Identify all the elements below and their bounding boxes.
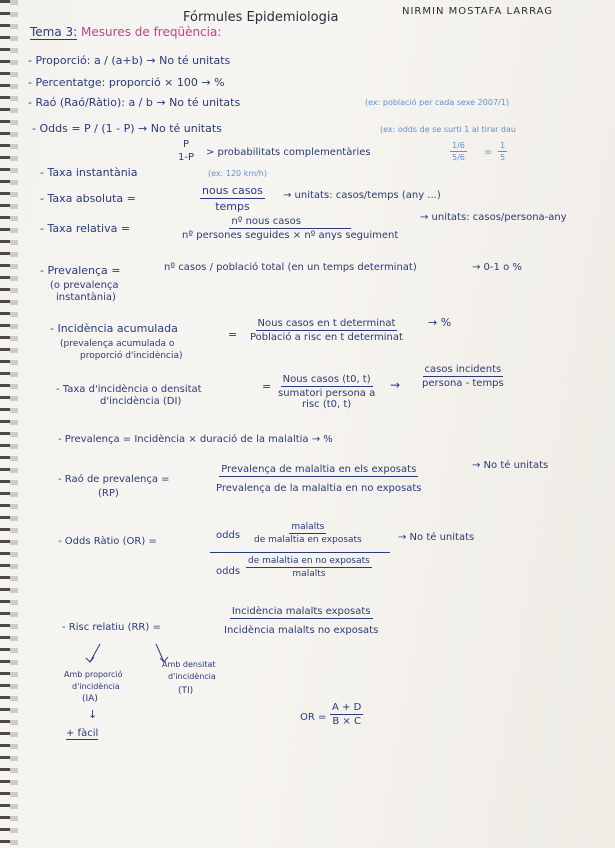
taxa-rel-units: → unitats: casos/persona-any [420,212,567,223]
or-num-frac-den: de malaltia en exposats [254,535,362,545]
prevalenca-label: - Prevalença = [40,264,121,277]
taxa-abs-num: nous casos [202,184,263,197]
taxa-inst-note: (ex: 120 km/h) [208,169,267,178]
binding-holes [10,0,18,848]
or-den-fraction [246,556,372,579]
topic-prefix: Tema 3: [30,25,78,39]
branch-left-2: d'incidència [72,682,120,691]
ia-sub2: proporció d'incidència) [80,351,183,361]
or-num-frac-num: malalts [291,522,325,532]
odds-complementary: > probabilitats complementàries [206,147,371,158]
di-arrow: → [390,378,401,392]
taxa-relativa-fraction [180,216,400,241]
odds-note: (ex: odds de se surti 1 al tirar dau [380,125,516,134]
odds-calc-fraction-1 [450,141,467,162]
facil-text: + fàcil [66,728,99,739]
di-eq: = [262,380,272,393]
di-den1: sumatori persona a [278,388,376,399]
facil-note [66,728,98,739]
ia-label: - Incidència acumulada [50,322,178,335]
branch-left-1: Amb proporció [64,670,123,679]
or-num-fraction [252,522,364,545]
or-units: → No té unitats [398,532,475,543]
line-proporcio: - Proporció: a / (a+b) → No té unitats [28,54,231,67]
ia-eq: = [228,328,238,341]
taxa-abs-den: temps [215,200,250,213]
rao-note: (ex: població per cada sexe 2007/1) [365,98,509,107]
prevalenca-sub1: (o prevalença [50,280,119,291]
taxa-rel-den: nº persones seguides × nº anys seguiment [182,230,399,241]
ia-num: Nous casos en t determinat [257,318,396,329]
di-fraction [276,374,377,410]
rr-num: Incidència malalts exposats [231,606,371,617]
line-rao: - Raó (Raó/Ràtio): a / b → No té unitats [28,96,241,109]
or-den-frac-num: de malaltia en no exposats [248,556,370,566]
rr-den: Incidència malalts no exposats [224,625,379,636]
rp-num: Prevalença de malaltia en els exposats [221,464,417,475]
branch-right-2: d'incidència [168,672,216,681]
di-label: - Taxa d'incidència o densitat [56,384,202,395]
di-num: Nous casos (t0, t) [282,374,371,385]
rp-units: → No té unitats [472,460,549,471]
or-main-fraction-bar [210,552,390,553]
or-num-pre: odds [216,530,241,541]
di-den2: risc (t0, t) [302,399,352,410]
taxa-rel-num: nº nous casos [229,216,351,229]
odds-calc-num1: 1/6 [452,141,465,150]
odds-p: P [182,139,190,150]
rp-label: - Raó de prevalença = [58,474,170,485]
rr-label: - Risc relatiu (RR) = [62,622,161,633]
or-formula-den: B × C [332,716,361,727]
branch-arrow-left [90,644,100,662]
di-units-den: persona - temps [422,378,504,389]
rr-fraction [222,606,380,636]
prevalenca-formula: nº casos / població total (en un temps determinat) [164,262,417,273]
line-taxa-instantania: - Taxa instantània [40,166,138,179]
ia-sub1: (prevalença acumulada o [60,339,175,349]
line-odds: - Odds = P / (1 - P) → No té unitats [32,122,222,135]
taxa-absoluta-label: - Taxa absoluta = [40,192,136,205]
down-arrow-icon: ↓ [88,708,98,721]
odds-calc-eq: = [484,147,493,158]
ia-den: Població a risc en t determinat [250,332,403,343]
line-percentatge: - Percentatge: proporció × 100 → % [28,76,225,89]
or-label: - Odds Ràtio (OR) = [58,536,157,547]
rp-fraction [214,464,423,494]
prev-eq-line: - Prevalença = Incidència × duració de la malaltia → % [58,434,333,445]
rp-den: Prevalença de la malaltia en no exposats [216,483,422,494]
prevalenca-range: → 0-1 o % [472,262,522,273]
di-units-num: casos incidents [424,364,502,375]
page-title: Fórmules Epidemiologia [183,10,339,25]
odds-calc-num2: 1 [500,141,506,150]
or-formula-fraction [330,702,363,727]
branch-right-1: Amb densitat [162,660,216,669]
prevalenca-sub2: instantània) [56,292,116,303]
or-formula-num: A + D [332,702,362,713]
ia-units: → % [428,316,452,329]
topic-title: Mesures de freqüència: [81,25,222,39]
odds-calc-fraction-2 [498,141,507,162]
author-name: NIRMIN MOSTAFA LARRAG [402,6,554,17]
taxa-abs-units: → unitats: casos/temps (any ...) [283,190,441,201]
taxa-absoluta-fraction [200,184,265,213]
di-sub: d'incidència (DI) [100,396,182,407]
odds-1p: 1-P [178,152,195,163]
odds-calc-den2: 5 [500,153,506,162]
or-den-frac-den: malalts [292,569,326,579]
branch-right-3: (TI) [178,686,194,696]
rp-sub: (RP) [98,488,119,499]
odds-calc-den1: 5/6 [452,153,465,162]
or-formula-label: OR = [300,712,327,723]
topic-line [30,25,221,39]
odds-fraction [176,139,196,163]
taxa-relativa-label: - Taxa relativa = [40,222,131,235]
di-units-fraction [420,364,506,389]
or-den-pre: odds [216,566,241,577]
branch-left-3: (IA) [82,694,98,704]
ia-fraction [248,318,405,343]
